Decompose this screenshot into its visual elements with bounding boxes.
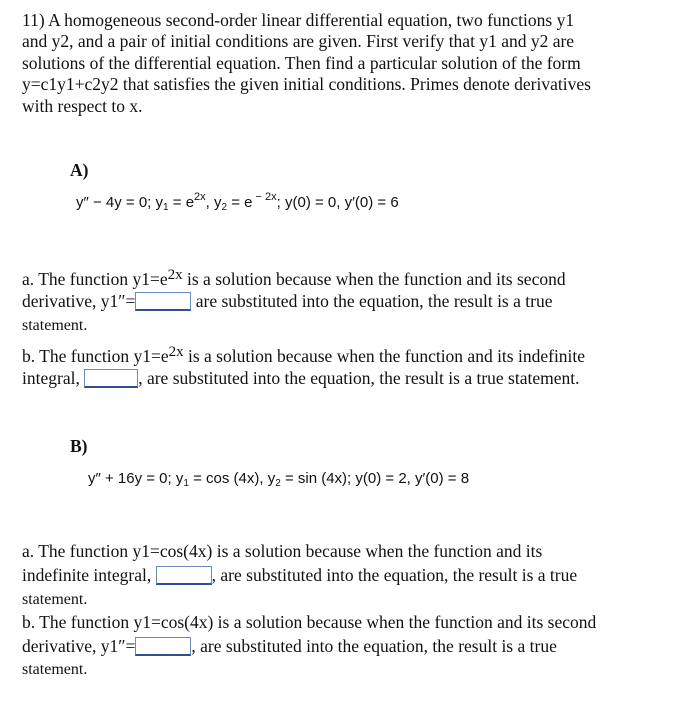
part-b-qa-line1: a. The function y1=cos(4x) is a solution because when the function and its: [22, 541, 543, 561]
text: , are substituted into the equation, the result is a true statement.: [138, 368, 580, 388]
eq-y2: = e: [227, 194, 253, 211]
part-b-qb-line3: statement.: [22, 661, 88, 678]
part-a-equation: [76, 191, 399, 213]
eq-de: y″ + 16y = 0; y: [88, 470, 184, 487]
text: are substituted into the equation, the result is a true: [191, 291, 553, 311]
eq-ic: ; y(0) = 0, y′(0) = 6: [276, 194, 399, 211]
eq-y2-sub: 2: [275, 478, 281, 489]
eq-y1-exp: 2x: [194, 191, 206, 203]
answer-input[interactable]: [84, 369, 138, 388]
part-a-qa-line1: [22, 267, 566, 290]
part-b-qb-line2: [22, 636, 557, 657]
part-b-equation: [88, 470, 469, 489]
eq-y2-sub: 2: [221, 202, 228, 213]
eq-y1: = e: [168, 194, 195, 211]
text: , are substituted into the equation, the result is a true: [211, 565, 578, 585]
text: indefinite integral,: [22, 565, 156, 585]
part-a-qa-line3: statement.: [22, 317, 88, 334]
text: is a solution because when the function and its indefinite: [183, 346, 586, 366]
eq-y2: = sin (4x); y(0) = 2, y′(0) = 8: [280, 470, 470, 487]
text: b. The function y1=e: [22, 346, 169, 366]
eq-y1: = cos (4x), y: [188, 470, 276, 487]
text: derivative, y1″=: [22, 636, 136, 656]
text: is a solution because when the function and its second: [182, 269, 566, 289]
eq-y1-sub: 1: [163, 202, 169, 213]
problem-intro: [22, 10, 591, 117]
eq-de: y″ − 4y = 0; y: [76, 194, 164, 211]
answer-input[interactable]: [135, 637, 191, 656]
intro-line: solutions of the differential equation. Then find a particular solution of the form: [22, 52, 581, 73]
part-b-qa-line3: statement.: [22, 591, 88, 608]
exponent: 2x: [167, 267, 183, 283]
part-b-qb-line1: b. The function y1=cos(4x) is a solution because when the function and its second: [22, 612, 597, 632]
part-a-qa-line2: [22, 291, 552, 312]
intro-line: y=c1y1+c2y2 that satisfies the given initial conditions. Primes denote derivatives: [22, 74, 591, 95]
eq-y2-exp: − 2x: [252, 191, 277, 203]
part-b-label: B): [70, 436, 88, 456]
part-b-qa-line2: [22, 565, 577, 586]
eq-y1-sub: 1: [183, 478, 189, 489]
text: , are substituted into the equation, the result is a true: [191, 636, 557, 656]
intro-line: and y2, and a pair of initial conditions are given. First verify that y1 and y2 are: [22, 31, 575, 52]
part-a-qb-line2: [22, 368, 579, 389]
intro-line: with respect to x.: [22, 95, 143, 116]
part-a-label: A): [70, 160, 89, 180]
intro-line: 11) A homogeneous second-order linear differential equation, two functions y1: [22, 10, 575, 30]
eq-sep: , y: [205, 194, 222, 211]
answer-input[interactable]: [156, 566, 212, 585]
answer-input[interactable]: [135, 292, 191, 311]
part-a-qb-line1: [22, 344, 585, 367]
text: derivative, y1″=: [22, 291, 136, 311]
text: integral,: [22, 368, 85, 388]
exponent: 2x: [168, 344, 184, 360]
text: a. The function y1=e: [22, 269, 168, 289]
